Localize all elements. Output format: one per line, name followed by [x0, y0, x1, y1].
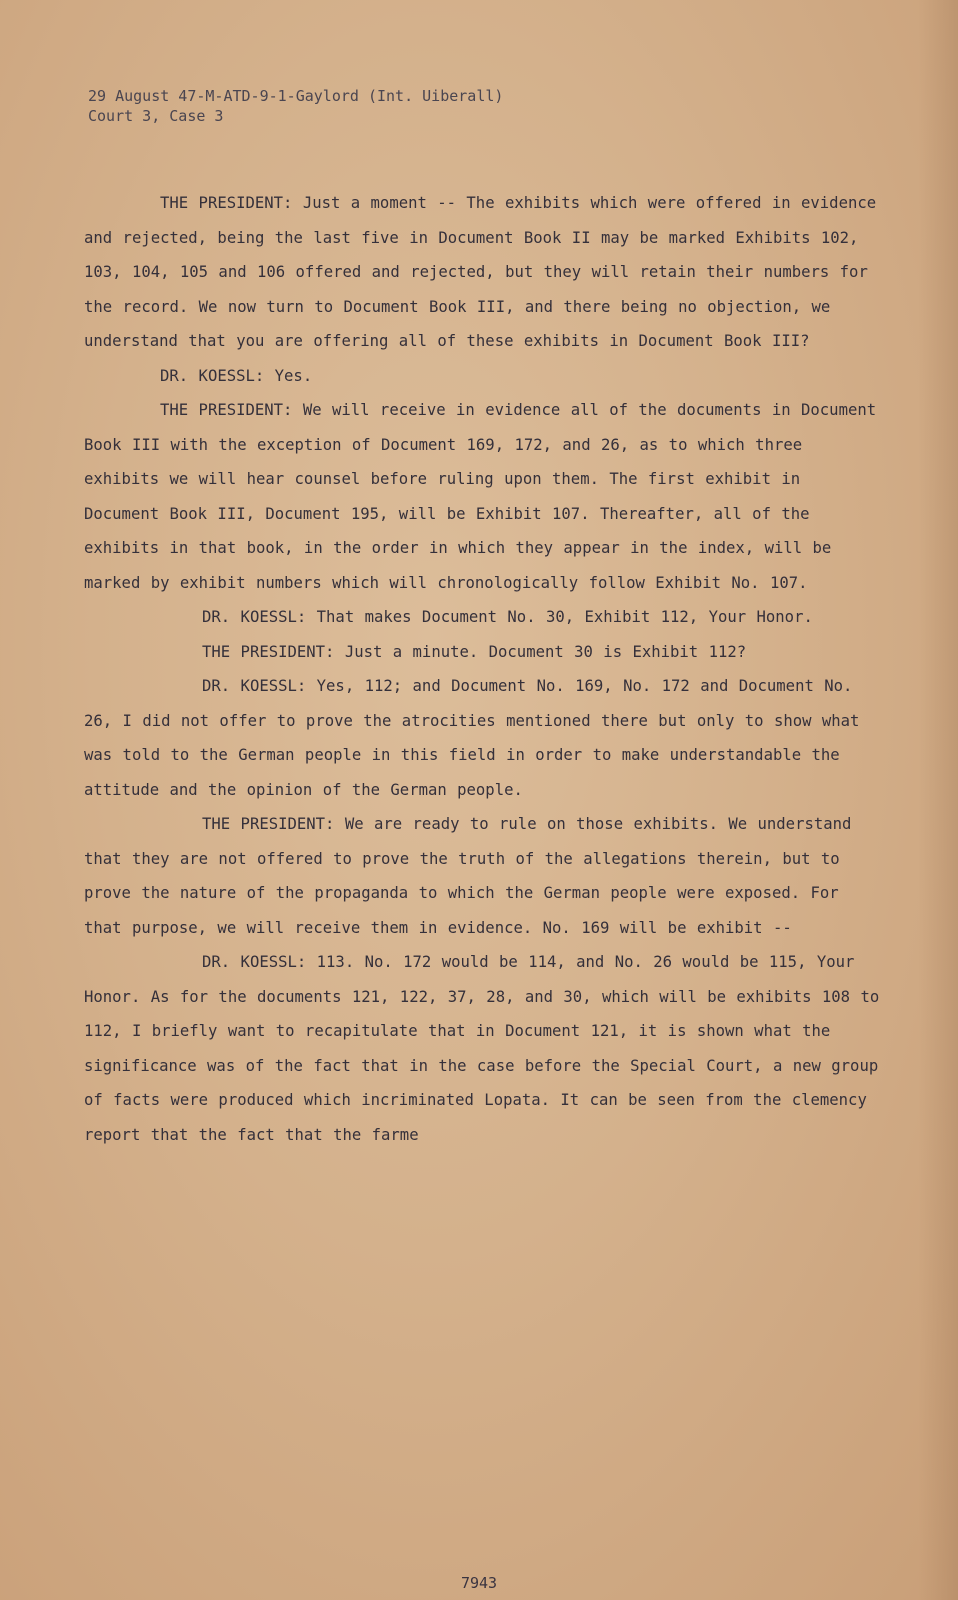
paragraph-koessl-2: DR. KOESSL: That makes Document No. 30, Exhibit 112, Your Honor. — [202, 608, 813, 626]
page-edge-shadow — [918, 0, 958, 1600]
paragraph-koessl-3: DR. KOESSL: Yes, 112; and Document No. 169, No. 172 and Document No. 26, I did not offer to prove the atrocities mentioned there but only to show what was told to the German people in this field in order to make understandable the attitude and the opinion of the German people. — [84, 677, 860, 799]
paragraph-president-3: THE PRESIDENT: Just a minute. Document 30 is Exhibit 112? — [202, 642, 747, 661]
page-number: 7943 — [460, 1574, 498, 1592]
header-court-line: Court 3, Case 3 — [88, 107, 224, 125]
paragraph-president-1: THE PRESIDENT: Just a moment -- The exhibits which were offered in evidence and rejected, being the last five in Document Book II may be marked Exhibits 102, 103, 104, 105 and 106 offered and rejected, but they will retain their numbers for the record. We now turn to Document Book III, and there being no objection, we understand that you are offering all of these exhibits in Document Book III? — [84, 194, 877, 350]
paragraph-koessl-1: DR. KOESSL: Yes. — [160, 366, 313, 385]
document-header — [88, 86, 503, 126]
transcript-body — [84, 186, 880, 1152]
paragraph-president-4: THE PRESIDENT: We are ready to rule on those exhibits. We understand that they are not offered to prove the truth of the allegations therein, but to prove the nature of the propaganda to which the German people were exposed. For that purpose, we will receive them in evidence. No. 169 will be exhibit -- — [84, 815, 852, 937]
paragraph-koessl-4: DR. KOESSL: 113. No. 172 would be 114, and No. 26 would be 115, Your Honor. As for the documents 121, 122, 37, 28, and 30, which will be exhibits 108 to 112, I briefly want to recapitulate that in Document 121, it is shown what the significance was of the fact that in the case before the Special Court, a new group of facts were produced which incriminated Lopata. It can be seen from the clemency report that the fact that the farme — [84, 953, 880, 1144]
paragraph-president-2: THE PRESIDENT: We will receive in evidence all of the documents in Document Book III with the exception of Document 169, 172, and 26, as to which three exhibits we will hear counsel before ruling upon them. The first exhibit in Document Book III, Document 195, will be Exhibit 107. Thereafter, all of the exhibits in that book, in the order in which they appear in the index, will be marked by exhibit numbers which will chronologically follow Exhibit No. 107. — [84, 401, 877, 592]
header-session-line: 29 August 47-M-ATD-9-1-Gaylord (Int. Uiberall) — [88, 87, 504, 105]
